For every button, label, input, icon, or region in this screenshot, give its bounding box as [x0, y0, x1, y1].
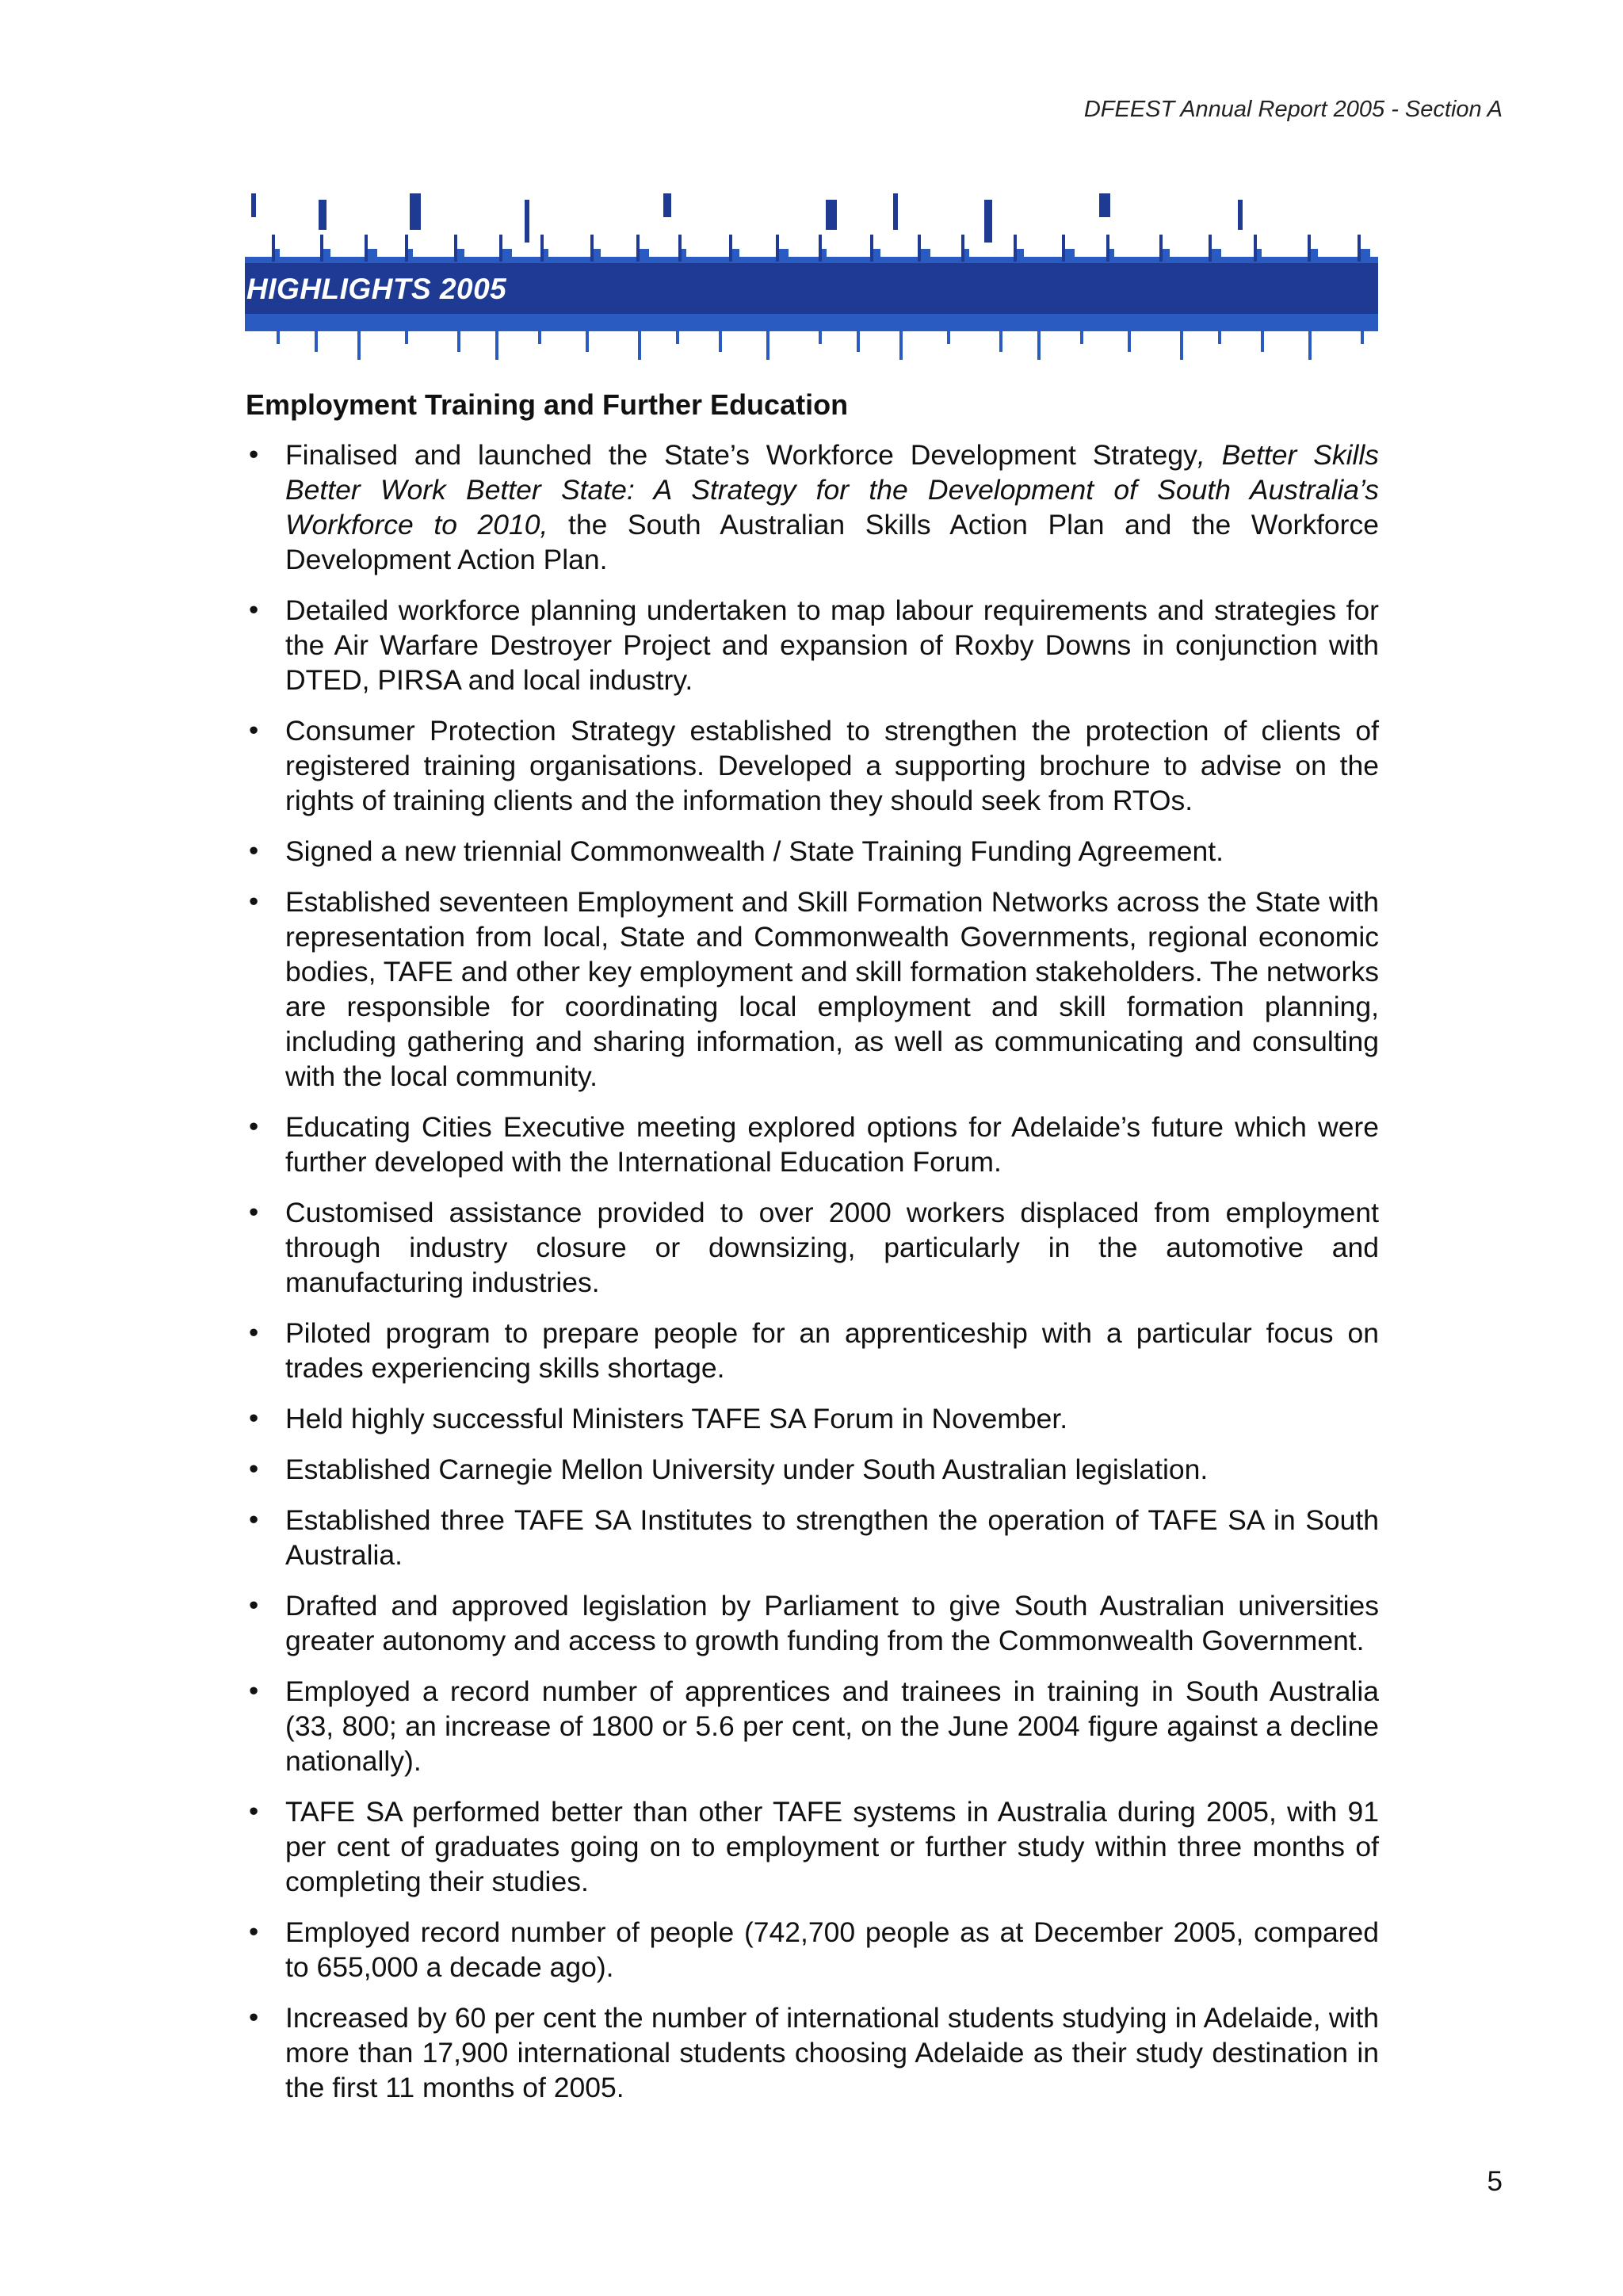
banner-tick [676, 328, 679, 344]
bullet-text: Consumer Protection Strategy established to strengthen the protection of clients of registered training organisations. Developed a supporting brochure to advise on the rights of training clients and the information they should seek from RTOs. [285, 715, 1379, 816]
bullet-text: Educating Cities Executive meeting explored options for Adelaide’s future which were further developed with the International Education Forum. [285, 1111, 1379, 1178]
banner-tile [739, 246, 779, 257]
bullet-text: Increased by 60 per cent the number of international students studying in Adelaide, with more than 17,900 international students choosing Adelaide as their study destination in the first 11 months of 2005. [285, 2002, 1379, 2103]
banner-tick [1254, 235, 1257, 262]
banner-title: HIGHLIGHTS 2005 [246, 273, 507, 305]
banner-tick [819, 235, 822, 262]
banner-tick [1308, 328, 1312, 360]
banner-tick [320, 235, 323, 262]
banner-tile [789, 246, 822, 257]
banner-tick [678, 235, 682, 262]
bullet-icon: • [249, 1504, 259, 1535]
banner-tick [826, 200, 837, 230]
bullet-text: Established seventeen Employment and Skill Formation Networks across the State with representation from local, State and Commonwealth Governments, regional economic bodies, TAFE and other key employment and skill formation stakeholders. The networks are responsible for coordinating local employment and skill formation planning, including gathering and sharing information, as well as communicating and consulting with the local community. [285, 886, 1379, 1092]
banner-tick [776, 235, 779, 262]
banner-tick [405, 328, 408, 344]
list-item [246, 593, 1379, 697]
bullet-text: Established Carnegie Mellon University under South Australian legislation. [285, 1454, 1209, 1485]
bullet-icon: • [249, 2002, 259, 2033]
banner-tile [1221, 246, 1257, 257]
banner-tick [663, 193, 671, 217]
list-item [246, 1503, 1379, 1572]
list-item [246, 1915, 1379, 1985]
banner-tick [538, 328, 541, 344]
banner-tile [330, 246, 368, 257]
banner-tile [1075, 246, 1109, 257]
banner-tick [638, 328, 641, 360]
banner-tile [280, 246, 323, 257]
banner-tick [766, 328, 769, 360]
banner-tick [1062, 235, 1065, 262]
bullet-icon: • [249, 1454, 259, 1484]
banner-tick [357, 328, 361, 360]
banner-tile [686, 246, 732, 257]
bullet-icon: • [249, 1796, 259, 1827]
bullet-text: Held highly successful Ministers TAFE SA Forum in November. [285, 1403, 1068, 1435]
banner-tile [512, 246, 544, 257]
banner-tick [1106, 235, 1109, 262]
list-item [246, 1674, 1379, 1778]
banner-tick [1261, 328, 1264, 352]
bullet-icon: • [249, 1111, 259, 1142]
banner-band-bottom [245, 314, 1378, 331]
bullet-text: Finalised and launched the State’s Workforce Development Strategy [285, 439, 1197, 471]
list-item [246, 834, 1379, 869]
banner-tick [525, 200, 529, 243]
bullet-text: Established three TAFE SA Institutes to strengthen the operation of TAFE SA in South Australia. [285, 1504, 1379, 1571]
banner-tile [827, 246, 873, 257]
banner-tick [870, 235, 873, 262]
bullet-text: Customised assistance provided to over 2000 workers displaced from employment through industry closure or downsizing, particularly in the automotive and manufacturing industries. [285, 1197, 1379, 1298]
banner-tile [930, 246, 964, 257]
banner-tick [365, 235, 368, 262]
page-number: 5 [1487, 2166, 1503, 2197]
bullet-text: TAFE SA performed better than other TAFE systems in Australia during 2005, with 91 per cent of graduates going on to employment or further study within three months of completing their studies. [285, 1796, 1379, 1897]
banner-tile [245, 246, 275, 257]
banner-tick [319, 200, 327, 230]
banner-tick [1308, 235, 1311, 262]
banner-tile [413, 246, 457, 257]
banner-tile [1318, 246, 1361, 257]
bullet-text: , Better Skills Better Work Better State: A Strategy for the Development of South Australia’s Workforce to 2010, [285, 439, 1379, 541]
banner-tick [899, 328, 903, 360]
banner-tick [1099, 193, 1110, 217]
bullet-text: Drafted and approved legislation by Parliament to give South Australian universities greater autonomy and access to growth funding from the Commonwealth Government. [285, 1590, 1379, 1656]
bullet-icon: • [249, 886, 259, 917]
bullet-icon: • [249, 439, 259, 470]
banner-tick [961, 235, 964, 262]
banner-tick [1358, 235, 1361, 262]
banner-tick [1128, 328, 1131, 352]
bullet-icon: • [249, 715, 259, 746]
bullet-text: Detailed workforce planning undertaken to map labour requirements and strategies for the Air Warfare Destroyer Project and expansion of Roxby Downs in conjunction with DTED, PIRSA and local industry. [285, 594, 1379, 696]
banner-tick [1080, 328, 1083, 344]
bullet-icon: • [249, 1675, 259, 1706]
list-item [246, 713, 1379, 818]
banner-tick [495, 328, 498, 360]
bullet-icon: • [249, 835, 259, 866]
list-item [246, 1452, 1379, 1487]
section-heading: Employment Training and Further Education [246, 388, 849, 421]
banner-tick [499, 235, 502, 262]
banner-tick [984, 200, 992, 243]
list-item [246, 1195, 1379, 1300]
banner-tile [969, 246, 1017, 257]
banner-tick [893, 193, 898, 230]
bullet-text: Signed a new triennial Commonwealth / State Training Funding Agreement. [285, 835, 1224, 867]
banner-tick [590, 235, 594, 262]
banner-tick [410, 193, 421, 230]
bullet-text: Employed a record number of apprentices and trainees in training in South Australia (33, 800; an increase of 1800 or 5.6 per cent, on the June 2004 figure against a decline nationally). [285, 1675, 1379, 1777]
banner-tick [405, 235, 408, 262]
banner-tick [586, 328, 589, 352]
banner-tick [947, 328, 950, 344]
banner-tick [636, 235, 640, 262]
banner-tick [1159, 235, 1163, 262]
bullet-icon: • [249, 1197, 259, 1228]
list-item [246, 1794, 1379, 1899]
bullet-icon: • [249, 594, 259, 625]
banner-tick [819, 328, 822, 344]
banner-tick [719, 328, 722, 352]
banner-tick [315, 328, 318, 352]
list-item [246, 884, 1379, 1094]
banner-tick [1014, 235, 1017, 262]
banner-tick [857, 328, 860, 352]
bullet-icon: • [249, 1590, 259, 1621]
list-item [246, 437, 1379, 577]
highlights-list [246, 437, 1379, 2121]
list-item [246, 1110, 1379, 1179]
bullet-text: the South Australian Skills Action Plan and the Workforce Development Action Plan. [285, 509, 1379, 575]
banner-tile [377, 246, 408, 257]
banner-tile [649, 246, 682, 257]
running-header: DFEEST Annual Report 2005 - Section A [1083, 97, 1503, 122]
banner-tick [1037, 328, 1041, 360]
banner-tick [251, 193, 256, 217]
banner-tick [1218, 328, 1221, 344]
banner-tick [918, 235, 921, 262]
list-item [246, 1588, 1379, 1658]
banner-tile [1170, 246, 1212, 257]
banner-tick [1238, 200, 1243, 230]
list-item [246, 2000, 1379, 2105]
list-item [246, 1316, 1379, 1385]
banner-tick [1209, 235, 1212, 262]
bullet-icon: • [249, 1403, 259, 1434]
banner-tile [880, 246, 921, 257]
bullet-text: Piloted program to prepare people for an apprenticeship with a particular focus on trades experiencing skills shortage. [285, 1317, 1379, 1384]
banner-tick [457, 328, 460, 352]
bullet-text: Employed record number of people (742,700 people as at December 2005, compared to 655,000 a decade ago). [285, 1916, 1379, 1983]
banner-tile [464, 246, 502, 257]
banner-tick [277, 328, 280, 344]
banner-tick [272, 235, 275, 262]
banner-tile [1114, 246, 1163, 257]
banner-tile [1024, 246, 1065, 257]
highlights-banner [245, 193, 1378, 382]
list-item [246, 1401, 1379, 1436]
bullet-icon: • [249, 1916, 259, 1947]
banner-tile [1370, 246, 1378, 257]
banner-tile [548, 246, 594, 257]
banner-tick [454, 235, 457, 262]
banner-tick [999, 328, 1002, 352]
banner-tile [1262, 246, 1311, 257]
banner-tick [729, 235, 732, 262]
banner-tick [540, 235, 544, 262]
banner-tile [601, 246, 640, 257]
banner-tick [1361, 328, 1364, 344]
bullet-icon: • [249, 1317, 259, 1348]
banner-tick [1180, 328, 1183, 360]
